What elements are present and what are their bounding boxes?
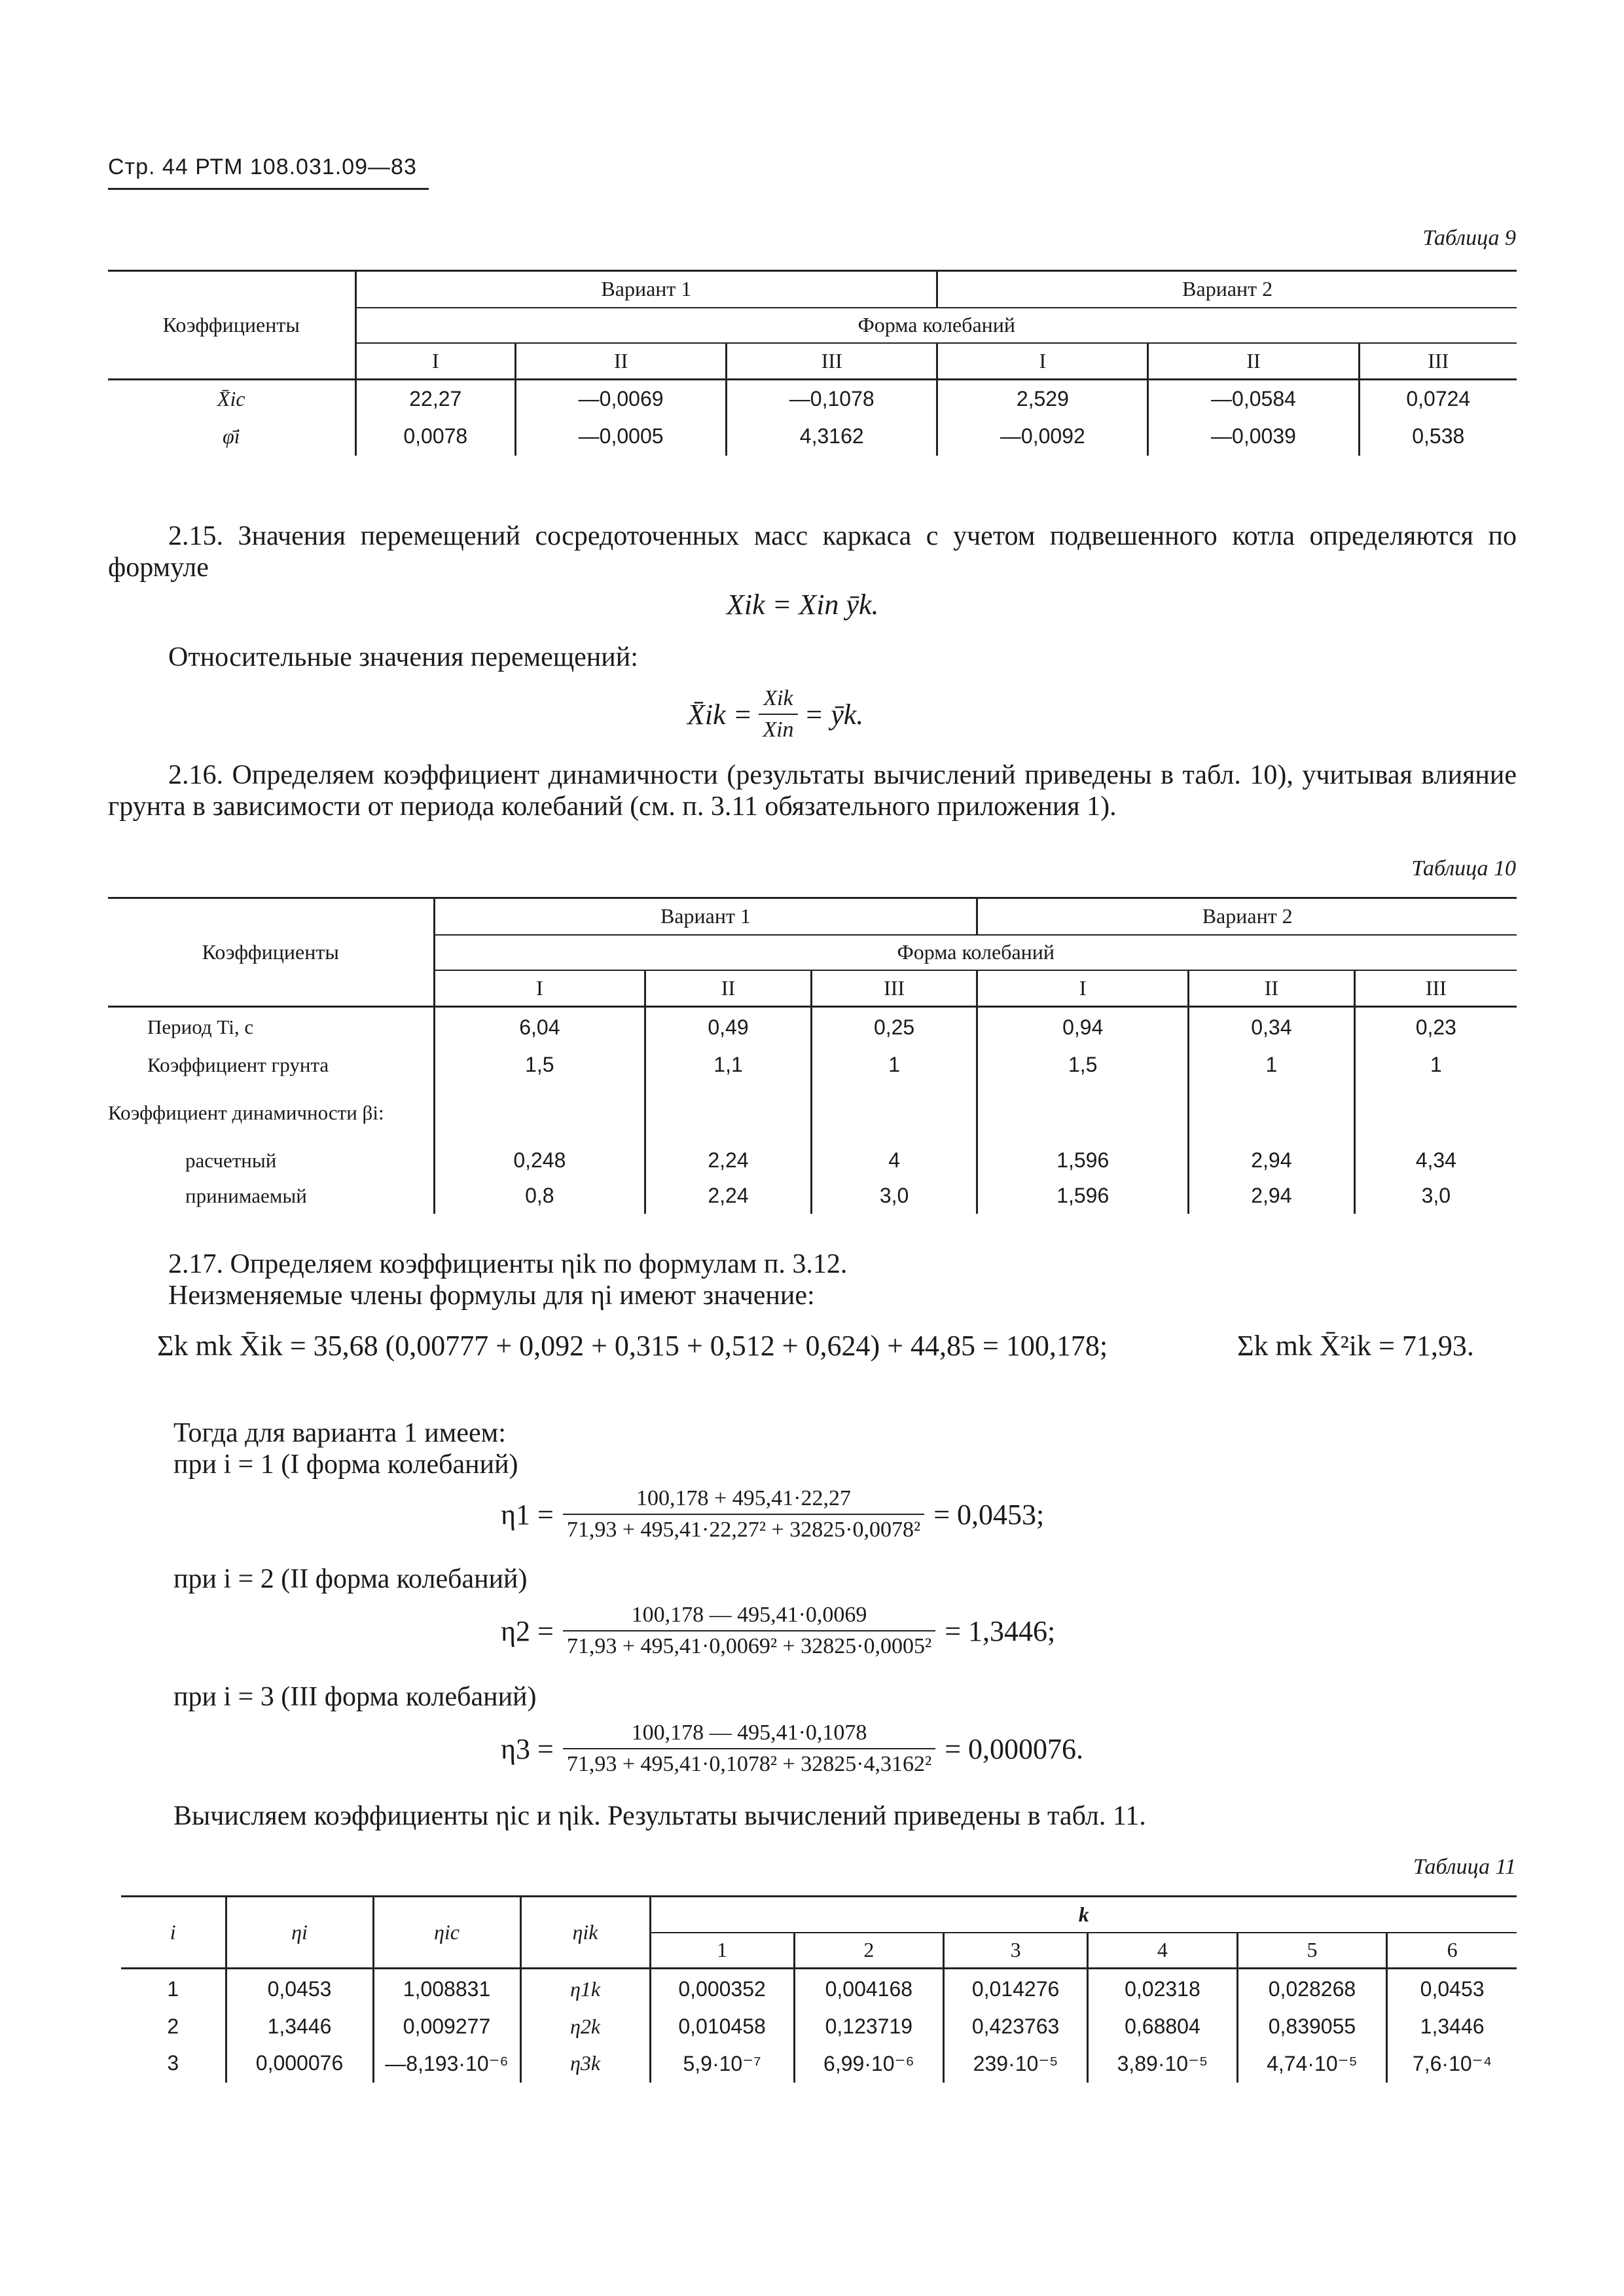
table10-form-5: II: [1189, 970, 1355, 1007]
table11-cell: 0,000352: [650, 1969, 794, 2009]
table10-variant2: Вариант 2: [977, 898, 1517, 935]
table11-i: 1: [167, 1977, 179, 2001]
table9-form-3: III: [727, 343, 937, 380]
table9-row-header: Коэффициенты: [108, 271, 355, 380]
table11-k-1: 1: [650, 1933, 794, 1969]
table10-cell: 0,248: [434, 1143, 645, 1178]
table9: [108, 270, 1517, 456]
table11-i: 3: [167, 2051, 179, 2075]
table10-form-2: II: [645, 970, 812, 1007]
table11-header-eta-i: ηi: [226, 1897, 373, 1969]
table9-cell: 0,0724: [1359, 380, 1517, 418]
table10-row-label: Коэффициент динамичности βi:: [108, 1101, 384, 1124]
table-row: [108, 1007, 1517, 1048]
table11-eta-ic: —8,193·10⁻⁶: [373, 2045, 520, 2083]
table10-form-6: III: [1354, 970, 1517, 1007]
table10-cell: [811, 1083, 977, 1143]
table10-cell: 4,34: [1354, 1143, 1517, 1178]
formula2-denominator: Xin: [763, 718, 794, 742]
table9-variant2: Вариант 2: [937, 271, 1517, 308]
eta1-numerator: 100,178 + 495,41·22,27: [563, 1486, 924, 1515]
paragraph-then: Тогда для варианта 1 имеем:: [173, 1418, 506, 1448]
paragraph-calc: Вычисляем коэффициенты ηic и ηik. Результаты вычислений приведены в табл. 11.: [173, 1801, 1146, 1831]
table10-row-label: Период Ti, с: [147, 1015, 254, 1039]
table9-form-1: I: [355, 343, 516, 380]
table10-forms-header: Форма колебаний: [434, 935, 1517, 970]
table11: [121, 1895, 1517, 2083]
eta2-lhs: η2 =: [501, 1614, 554, 1647]
table11-cell: 7,6·10⁻⁴: [1387, 2045, 1517, 2083]
paragraph-constant-terms: Неизменяемые члены формулы для ηi имеют значение:: [168, 1281, 815, 1311]
table9-cell: —0,1078: [727, 380, 937, 418]
eta3-lhs: η3 =: [501, 1732, 554, 1765]
table11-cell: 0,028268: [1237, 1969, 1387, 2009]
table10-row-label: Коэффициент грунта: [147, 1053, 329, 1076]
table11-cell: 5,9·10⁻⁷: [650, 2045, 794, 2083]
table10-cell: 1,1: [645, 1048, 812, 1083]
header-underline: [108, 188, 429, 190]
eta1-formula: [501, 1486, 1044, 1542]
table11-cell: 4,74·10⁻⁵: [1237, 2045, 1387, 2083]
eta1-denominator: 71,93 + 495,41·22,27² + 32825·0,0078²: [566, 1518, 921, 1542]
table-row: [108, 1143, 1517, 1178]
table10-form-1: I: [434, 970, 645, 1007]
table11-cell: 6,99·10⁻⁶: [794, 2045, 943, 2083]
table10-cell: 0,49: [645, 1007, 812, 1048]
table9-cell: —0,0039: [1148, 418, 1359, 456]
table10-caption: Таблица 10: [1411, 856, 1516, 881]
case-2-label: при i = 2 (II форма колебаний): [173, 1564, 528, 1594]
paragraph-2-17: 2.17. Определяем коэффициенты ηik по формулам п. 3.12.: [168, 1249, 848, 1279]
eta2-formula: [501, 1603, 1055, 1659]
table9-form-4: I: [937, 343, 1148, 380]
table11-cell: 0,423763: [944, 2009, 1088, 2045]
paragraph-2-15: 2.15. Значения перемещений сосредоточенных масс каркаса с учетом подвешенного котла определяются по формуле: [108, 521, 1517, 583]
table11-eta-i: 0,0453: [226, 1969, 373, 2009]
table9-form-2: II: [516, 343, 727, 380]
table11-eta-ic: 0,009277: [373, 2009, 520, 2045]
table11-k-4: 4: [1088, 1933, 1238, 1969]
table11-k-6: 6: [1387, 1933, 1517, 1969]
table10-cell: 2,24: [645, 1178, 812, 1214]
table10-cell: 3,0: [1354, 1178, 1517, 1214]
table-row: [108, 418, 1517, 456]
eta3-value: = 0,000076.: [945, 1732, 1084, 1765]
table-row: [108, 1048, 1517, 1083]
eta3-denominator: 71,93 + 495,41·0,1078² + 32825·4,3162²: [566, 1752, 932, 1776]
table9-caption: Таблица 9: [1422, 226, 1516, 250]
table9-cell: 22,27: [355, 380, 516, 418]
paragraph-2-16: 2.16. Определяем коэффициент динамичности (результаты вычислений приведены в табл. 10), учитывая влияние грунта в зависимости от периода колебаний (см. п. 3.11 обязательного приложения 1).: [108, 760, 1517, 822]
eta2-denominator: 71,93 + 495,41·0,0069² + 32825·0,0005²: [566, 1634, 932, 1658]
eta3-formula: [501, 1721, 1083, 1777]
table9-cell: —0,0584: [1148, 380, 1359, 418]
table10-form-4: I: [977, 970, 1189, 1007]
table9-cell: —0,0005: [516, 418, 727, 456]
table11-k-3: 3: [944, 1933, 1088, 1969]
formula-2: [687, 686, 863, 742]
table11-eta-i: 1,3446: [226, 2009, 373, 2045]
table10-cell: 2,94: [1189, 1143, 1355, 1178]
table10-cell: 1: [1354, 1048, 1517, 1083]
table11-cell: 0,004168: [794, 1969, 943, 2009]
table10-cell: 1,5: [977, 1048, 1189, 1083]
eta2-value: = 1,3446;: [945, 1614, 1056, 1647]
table10-cell: 6,04: [434, 1007, 645, 1048]
table11-cell: 0,68804: [1088, 2009, 1238, 2045]
table10-variant1: Вариант 1: [434, 898, 977, 935]
eta3-numerator: 100,178 — 495,41·0,1078: [563, 1721, 935, 1749]
table11-k-5: 5: [1237, 1933, 1387, 1969]
table9-cell: —0,0069: [516, 380, 727, 418]
table10-cell: [1189, 1083, 1355, 1143]
table10: [108, 897, 1517, 1214]
table11-cell: 0,010458: [650, 2009, 794, 2045]
table10-cell: 0,8: [434, 1178, 645, 1214]
table10-cell: 1,5: [434, 1048, 645, 1083]
eta3-fraction: [563, 1721, 935, 1777]
table10-cell: 4: [811, 1143, 977, 1178]
table11-cell: 0,0453: [1387, 1969, 1517, 2009]
table9-cell: 4,3162: [727, 418, 937, 456]
table10-cell: 2,24: [645, 1143, 812, 1178]
table11-eta-ik: η1k: [520, 1969, 650, 2009]
table11-cell: 0,839055: [1237, 2009, 1387, 2045]
table10-cell: 2,94: [1189, 1178, 1355, 1214]
table11-cell: 0,123719: [794, 2009, 943, 2045]
table11-eta-ik: η3k: [520, 2045, 650, 2083]
table11-cell: 3,89·10⁻⁵: [1088, 2045, 1238, 2083]
table11-header-eta-ik: ηik: [520, 1897, 650, 1969]
eta1-fraction: [563, 1486, 924, 1542]
table11-k-2: 2: [794, 1933, 943, 1969]
table9-variant1: Вариант 1: [355, 271, 937, 308]
eta2-numerator: 100,178 — 495,41·0,0069: [563, 1603, 935, 1631]
table11-eta-i: 0,000076: [226, 2045, 373, 2083]
table11-header-i: i: [121, 1897, 226, 1969]
table-row: [108, 1083, 1517, 1143]
table10-cell: 1: [811, 1048, 977, 1083]
table10-cell: [645, 1083, 812, 1143]
table9-forms-header: Форма колебаний: [355, 308, 1517, 343]
formula2-numerator: Xik: [759, 686, 797, 715]
table9-cell: —0,0092: [937, 418, 1148, 456]
table9-row-label: φ̄i: [222, 424, 240, 448]
formula-1: Xik = Xin ȳk.: [727, 589, 879, 621]
paragraph-relative: Относительные значения перемещений:: [168, 642, 638, 672]
table10-cell: 1: [1189, 1048, 1355, 1083]
eta1-lhs: η1 =: [501, 1498, 554, 1531]
table-row: [121, 2009, 1517, 2045]
page-header: Стр. 44 РТМ 108.031.09—83: [108, 155, 417, 179]
table10-cell: 0,94: [977, 1007, 1189, 1048]
sum-formula-1: Σk mk X̄ik = 35,68 (0,00777 + 0,092 + 0,315 + 0,512 + 0,624) + 44,85 = 100,178;: [157, 1330, 1108, 1362]
formula2-fraction: [759, 686, 797, 742]
table10-row-label: расчетный: [185, 1148, 277, 1172]
table10-cell: 3,0: [811, 1178, 977, 1214]
table10-cell: 1,596: [977, 1143, 1189, 1178]
table11-eta-ic: 1,008831: [373, 1969, 520, 2009]
table10-cell: 0,34: [1189, 1007, 1355, 1048]
table10-row-header: Коэффициенты: [108, 898, 434, 1007]
table11-caption: Таблица 11: [1413, 1855, 1516, 1879]
table10-cell: [977, 1083, 1189, 1143]
formula2-left: X̄ik =: [687, 698, 753, 731]
formula2-right: = ȳk.: [804, 698, 864, 731]
table9-cell: 2,529: [937, 380, 1148, 418]
table11-i: 2: [167, 2014, 179, 2038]
table11-eta-ik: η2k: [520, 2009, 650, 2045]
table11-cell: 1,3446: [1387, 2009, 1517, 2045]
eta2-fraction: [563, 1603, 935, 1659]
sum-formula-2: Σk mk X̄²ik = 71,93.: [1237, 1330, 1474, 1362]
table10-row-label: принимаемый: [185, 1184, 307, 1207]
table10-cell: [1354, 1083, 1517, 1143]
table11-cell: 0,02318: [1088, 1969, 1238, 2009]
table-row: [121, 1969, 1517, 2009]
table11-k-header: k: [650, 1897, 1517, 1933]
table10-cell: 0,25: [811, 1007, 977, 1048]
table11-header-eta-ic: ηic: [373, 1897, 520, 1969]
table9-cell: 0,0078: [355, 418, 516, 456]
table9-cell: 0,538: [1359, 418, 1517, 456]
table9-row-label: X̄ic: [217, 386, 245, 410]
table11-cell: 239·10⁻⁵: [944, 2045, 1088, 2083]
table10-cell: 1,596: [977, 1178, 1189, 1214]
case-3-label: при i = 3 (III форма колебаний): [173, 1682, 537, 1712]
table11-cell: 0,014276: [944, 1969, 1088, 2009]
table9-form-6: III: [1359, 343, 1517, 380]
table-row: [121, 2045, 1517, 2083]
table-row: [108, 1178, 1517, 1214]
table10-cell: 0,23: [1354, 1007, 1517, 1048]
case-1-label: при i = 1 (I форма колебаний): [173, 1449, 518, 1480]
table-row: [108, 380, 1517, 418]
eta1-value: = 0,0453;: [933, 1498, 1045, 1531]
table10-cell: [434, 1083, 645, 1143]
table10-form-3: III: [811, 970, 977, 1007]
table9-form-5: II: [1148, 343, 1359, 380]
